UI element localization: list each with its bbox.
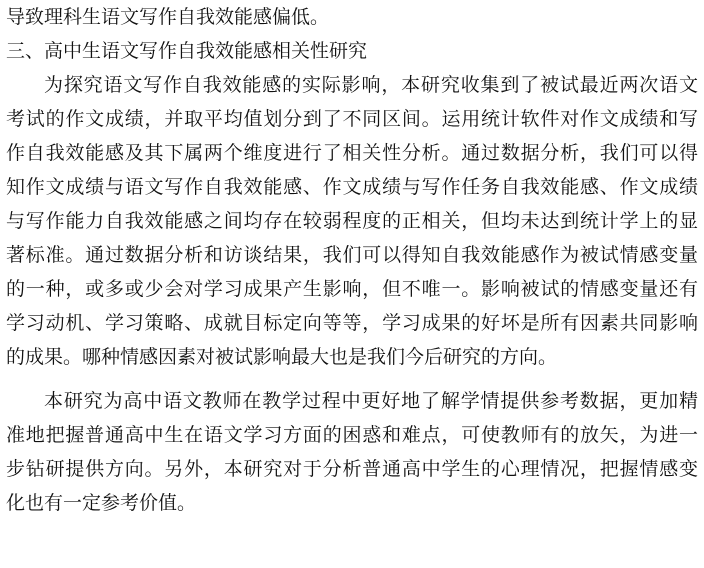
text-line: 与写作能力自我效能感之间均存在较弱程度的正相关，但均未达到统计学上的显 [6,210,698,232]
text-line: 导致理科生语文写作自我效能感偏低。 [6,6,330,28]
text-line: 著标准。通过数据分析和访谈结果，我们可以得知自我效能感作为被试情感变量 [6,244,698,266]
text-line: 准地把握普通高中生在语文学习方面的困惑和难点，可使教师有的放矢，为进一 [6,424,698,446]
text-line: 知作文成绩与语文写作自我效能感、作文成绩与写作任务自我效能感、作文成绩 [6,176,698,198]
text-line: 的一种，或多或少会对学习成果产生影响，但不唯一。影响被试的情感变量还有 [6,278,698,300]
text-line: 本研究为高中语文教师在教学过程中更好地了解学情提供参考数据，更加精 [44,390,698,412]
text-line: 考试的作文成绩，并取平均值划分到了不同区间。运用统计软件对作文成绩和写 [6,108,698,130]
text-line: 化也有一定参考价值。 [6,492,197,514]
text-line: 为探究语文写作自我效能感的实际影响，本研究收集到了被试最近两次语文 [44,74,698,96]
text-line: 的成果。哪种情感因素对被试影响最大也是我们今后研究的方向。 [6,346,558,368]
section-heading: 三、高中生语文写作自我效能感相关性研究 [6,40,368,62]
text-line: 作自我效能感及其下属两个维度进行了相关性分析。通过数据分析，我们可以得 [6,142,698,164]
text-line: 步钻研提供方向。另外，本研究对于分析普通高中学生的心理情况，把握情感变 [6,458,698,480]
text-line: 学习动机、学习策略、成就目标定向等等，学习成果的好坏是所有因素共同影响 [6,312,698,334]
